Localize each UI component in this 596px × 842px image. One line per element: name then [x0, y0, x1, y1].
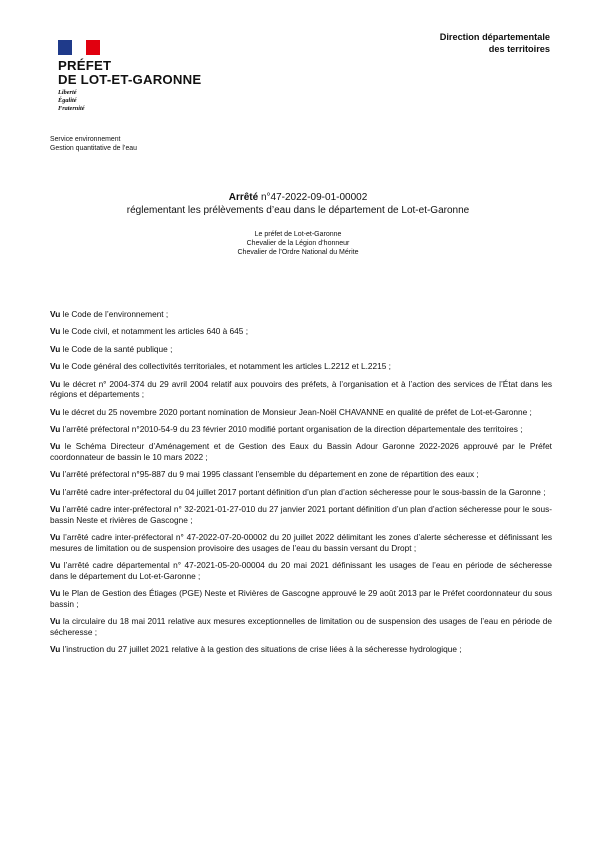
visa-text: le Code civil, et notamment les articles 640 à 645 ;	[60, 326, 248, 337]
visa-item	[50, 644, 552, 655]
visa-item	[50, 560, 552, 581]
service-line: Service environnement	[50, 136, 121, 143]
visa-item	[50, 379, 552, 400]
visa-vu-label: Vu	[50, 406, 61, 417]
visa-vu-label: Vu	[50, 616, 61, 627]
marianne-logo	[58, 40, 201, 112]
visa-vu-label: Vu	[50, 343, 61, 354]
service-header	[50, 135, 137, 153]
arrete-label: Arrêté	[228, 192, 259, 203]
visa-item	[50, 309, 552, 320]
visa-vu-label: Vu	[50, 644, 61, 655]
visa-text: l’instruction du 27 juillet 2021 relative à la gestion des situations de crise liées à la sécheresse hydrologique ;	[60, 644, 462, 655]
prefet-block-line: Le préfet de Lot-et-Garonne	[254, 231, 342, 238]
arrete-number: n°47-2022-09-01-00002	[258, 192, 368, 203]
flag-blue-band	[58, 40, 72, 55]
motto	[58, 89, 201, 112]
visa-vu-label: Vu	[50, 469, 61, 480]
prefet-title-line: DE LOT-ET-GARONNE	[58, 72, 202, 87]
visa-text: l’arrêté préfectoral n°2010-54-9 du 23 février 2010 modifié portant organisation de la direction départementale des territoires ;	[60, 423, 523, 434]
prefet-block-line: Chevalier de la Légion d’honneur	[246, 240, 350, 247]
visa-vu-label: Vu	[50, 441, 61, 452]
visa-text: l’arrêté cadre inter-préfectoral n° 47-2022-07-20-00002 du 20 juillet 2022 délimitant les zones d’alerte sécheresse et définissant les mesures de limitation ou de suspension provisoire des usages de l’eau du bassin versant du Dropt ;	[50, 532, 552, 553]
service-line: Gestion quantitative de l’eau	[50, 145, 137, 152]
visa-vu-label: Vu	[50, 532, 61, 543]
direction-line: des territoires	[488, 44, 550, 54]
visa-text: le Code de l’environnement ;	[60, 309, 169, 319]
visa-vu-label: Vu	[50, 309, 61, 319]
arrete-title	[0, 191, 596, 204]
visa-text: le décret n° 2004-374 du 29 avril 2004 relatif aux pouvoirs des préfets, à l’organisation et à l’action des services de l’État dans les régions et départements ;	[50, 378, 552, 400]
visa-item	[50, 326, 552, 337]
direction-header	[440, 31, 550, 55]
direction-line: Direction départementale	[439, 32, 550, 42]
prefet-block	[0, 230, 596, 257]
visa-text: l’arrêté préfectoral n°95-887 du 9 mai 1995 classant l’ensemble du département en zone de répartition des eaux ;	[60, 469, 479, 480]
visa-text: l’arrêté cadre inter-préfectoral du 04 juillet 2017 portant définition d’un plan d’action sécheresse pour le sous-bassin de la Garonne ;	[60, 486, 546, 497]
visa-item	[50, 424, 552, 435]
flag-red-band	[86, 40, 100, 55]
visa-vu-label: Vu	[50, 504, 61, 515]
visa-item	[50, 487, 552, 498]
prefet-block-line: Chevalier de l’Ordre National du Mérite	[237, 249, 359, 256]
visa-item	[50, 344, 552, 355]
visa-item	[50, 588, 552, 609]
visa-item	[50, 361, 552, 372]
motto-line: Fraternité	[58, 104, 85, 112]
motto-line: Liberté	[58, 89, 77, 96]
visa-text: l’arrêté cadre inter-préfectoral n° 32-2021-01-27-010 du 27 janvier 2021 portant définition d’un plan d’action sécheresse pour le sous-bassin Neste et rivières de Gascogne ;	[50, 504, 552, 525]
visa-vu-label: Vu	[50, 588, 61, 599]
prefet-title	[58, 59, 201, 87]
visa-vu-label: Vu	[50, 486, 61, 497]
visa-vu-label: Vu	[50, 361, 61, 372]
visa-item	[50, 504, 552, 525]
visa-text: l’arrêté cadre départemental n° 47-2021-05-20-00004 du 20 mai 2021 définissant les usages de l’eau en période de sécheresse dans le département du Lot-et-Garonne ;	[50, 560, 552, 581]
flag-white-band	[72, 40, 86, 55]
visa-item	[50, 407, 552, 418]
visa-text: le décret du 25 novembre 2020 portant nomination de Monsieur Jean-Noël CHAVANNE en qualité de préfet de Lot-et-Garonne ;	[60, 406, 532, 417]
visa-item	[50, 616, 552, 637]
visa-item	[50, 441, 552, 462]
visa-text: le Plan de Gestion des Étiages (PGE) Neste et Rivières de Gascogne approuvé le 29 août 2013 par le Préfet coordonnateur du sous bassin ;	[50, 588, 552, 609]
visa-vu-label: Vu	[50, 378, 61, 389]
motto-line: Égalité	[58, 96, 77, 104]
arrete-subtitle: réglementant les prélèvements d’eau dans le département de Lot-et-Garonne	[126, 205, 470, 216]
visa-text: le Code de la santé publique ;	[60, 343, 173, 354]
visa-text: le Code général des collectivités territoriales, et notamment les articles L.2212 et L.2215 ;	[60, 361, 391, 372]
prefet-title-line: PRÉFET	[58, 58, 112, 73]
visa-item	[50, 532, 552, 553]
visa-vu-label: Vu	[50, 423, 61, 434]
visa-text: le Schéma Directeur d’Aménagement et de Gestion des Eaux du Bassin Adour Garonne 2022-2026 approuvé par le Préfet coordonnateur de bassin le 10 mars 2022 ;	[50, 441, 552, 462]
visa-item	[50, 469, 552, 480]
visa-text: la circulaire du 18 mai 2011 relative aux mesures exceptionnelles de limitation ou de suspension des usages de l’eau en période de sécheresse ;	[50, 616, 552, 637]
visa-vu-label: Vu	[50, 326, 61, 337]
visa-vu-label: Vu	[50, 560, 61, 571]
visas-list	[50, 309, 552, 661]
marianne-flag-icon	[58, 40, 100, 55]
